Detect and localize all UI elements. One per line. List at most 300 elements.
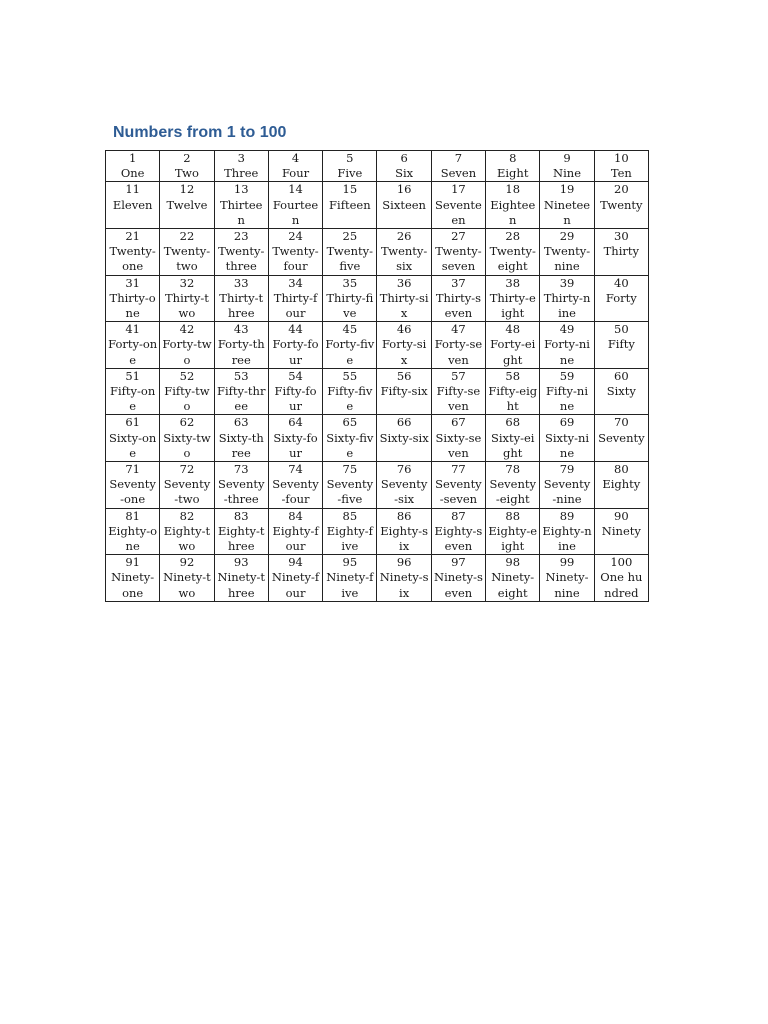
number-digit: 3 — [237, 151, 245, 165]
number-cell — [268, 182, 322, 229]
number-cell — [594, 229, 648, 276]
number-cell — [594, 182, 648, 229]
number-digit: 100 — [610, 555, 633, 570]
number-cell — [377, 508, 431, 555]
number-word: Eighty-seven — [434, 523, 483, 554]
number-word: Eighty-eight — [488, 523, 538, 554]
number-word: Four — [281, 166, 310, 181]
number-cell — [540, 322, 594, 369]
number-digit: 58 — [505, 368, 521, 383]
number-digit: 64 — [288, 415, 303, 430]
number-cell — [486, 322, 540, 369]
number-digit: 59 — [559, 368, 575, 383]
number-cell — [160, 229, 214, 276]
number-digit: 30 — [614, 229, 629, 244]
number-digit: 43 — [233, 322, 249, 337]
number-word: Fifty-six — [380, 384, 428, 399]
number-word: Eighty-two — [163, 523, 211, 554]
number-digit: 90 — [614, 508, 629, 523]
number-cell — [323, 229, 377, 276]
number-cell — [106, 322, 160, 369]
number-cell — [323, 368, 377, 415]
table-row — [106, 182, 649, 229]
number-digit: 36 — [396, 275, 412, 290]
number-digit: 16 — [396, 182, 412, 197]
number-word: Twenty-four — [272, 244, 319, 274]
number-cell — [268, 415, 322, 462]
number-cell — [431, 182, 485, 229]
number-word: Fifteen — [329, 197, 371, 212]
number-word: Sixty-nine — [544, 430, 590, 460]
number-digit: 46 — [396, 322, 412, 337]
number-digit: 31 — [125, 275, 140, 290]
number-word: Fifty-five — [327, 384, 373, 414]
number-digit: 49 — [559, 322, 575, 337]
number-cell — [106, 462, 160, 509]
number-cell — [431, 415, 485, 462]
number-digit: 70 — [614, 415, 629, 430]
number-word: Thirty-five — [326, 290, 374, 321]
number-cell — [594, 322, 648, 369]
number-cell — [377, 322, 431, 369]
number-cell — [214, 229, 268, 276]
number-word: Twenty-six — [380, 244, 428, 274]
number-word: Thirty — [603, 244, 640, 259]
number-digit: 97 — [451, 555, 466, 570]
number-cell — [377, 368, 431, 415]
number-digit: 14 — [288, 182, 303, 197]
number-word: Seventy-seven — [435, 477, 482, 507]
number-digit: 76 — [396, 462, 412, 477]
number-cell — [323, 555, 377, 602]
number-word: Sixty-six — [379, 430, 429, 445]
number-word: Ten — [610, 166, 632, 181]
number-digit: 13 — [233, 182, 249, 197]
number-digit: 79 — [559, 462, 575, 477]
number-digit: 82 — [179, 508, 195, 523]
number-digit: 19 — [559, 182, 575, 197]
number-word: Seventy-eight — [489, 477, 536, 507]
number-digit: 38 — [505, 275, 521, 290]
number-word: Thirty-two — [165, 290, 209, 321]
number-word: Thirty-nine — [543, 290, 591, 321]
number-digit: 54 — [288, 368, 303, 383]
number-digit: 71 — [125, 462, 140, 477]
number-cell — [323, 151, 377, 182]
number-cell — [431, 275, 485, 322]
number-word: Fifty-two — [164, 384, 210, 414]
number-digit: 29 — [559, 229, 575, 244]
number-cell — [214, 462, 268, 509]
number-word: Eighty-four — [272, 523, 319, 554]
number-word: Ninety-nine — [545, 570, 589, 600]
number-cell — [160, 275, 214, 322]
number-word: Thirty-four — [273, 290, 318, 321]
number-word: Ninety-two — [163, 570, 211, 600]
number-digit: 5 — [346, 151, 354, 165]
number-digit: 65 — [342, 415, 358, 430]
number-cell — [431, 462, 485, 509]
number-cell — [160, 508, 214, 555]
number-digit: 28 — [505, 229, 521, 244]
number-word: Sixty-three — [218, 430, 264, 460]
number-word: Thirty-seven — [435, 290, 482, 321]
number-cell — [214, 368, 268, 415]
number-digit: 48 — [505, 322, 521, 337]
number-cell — [540, 182, 594, 229]
number-word: Fifty-seven — [436, 384, 481, 414]
number-cell — [540, 368, 594, 415]
table-row — [106, 368, 649, 415]
number-cell — [540, 462, 594, 509]
number-digit: 7 — [454, 151, 463, 165]
number-cell — [214, 555, 268, 602]
number-digit: 35 — [342, 275, 358, 290]
number-cell — [160, 462, 214, 509]
number-digit: 81 — [125, 508, 140, 523]
number-word: Forty-four — [272, 337, 319, 367]
number-word: One — [120, 166, 145, 181]
number-digit: 20 — [614, 182, 629, 197]
number-digit: 26 — [396, 229, 412, 244]
number-cell — [431, 508, 485, 555]
table-row — [106, 322, 649, 369]
number-cell — [377, 462, 431, 509]
number-word: Fifty-four — [274, 384, 317, 414]
table-row — [106, 508, 649, 555]
table-row — [106, 462, 649, 509]
number-digit: 17 — [451, 182, 466, 197]
number-word: Thirty-three — [219, 290, 264, 321]
number-digit: 67 — [451, 415, 466, 430]
number-digit: 57 — [451, 368, 466, 383]
number-digit: 98 — [505, 555, 521, 570]
number-digit: 60 — [614, 368, 629, 383]
number-digit: 63 — [233, 415, 249, 430]
number-cell — [160, 182, 214, 229]
number-cell — [377, 182, 431, 229]
number-digit: 12 — [179, 182, 195, 197]
number-digit: 92 — [179, 555, 195, 570]
numbers-table — [105, 150, 649, 602]
number-word: Forty-six — [381, 337, 427, 367]
number-word: Seventy-nine — [543, 477, 591, 507]
number-cell — [268, 151, 322, 182]
number-digit: 96 — [396, 555, 412, 570]
number-word: Eighty-nine — [542, 523, 592, 554]
number-cell — [268, 322, 322, 369]
number-cell — [486, 182, 540, 229]
number-cell — [106, 182, 160, 229]
number-word: Thirty-one — [109, 290, 156, 321]
number-word: Fifty-eight — [488, 384, 538, 414]
number-word: Twenty — [600, 197, 643, 212]
number-word: One hundred — [600, 570, 643, 600]
number-word: Ninety-six — [379, 570, 429, 600]
number-digit: 68 — [505, 415, 521, 430]
number-cell — [377, 151, 431, 182]
number-digit: 18 — [505, 182, 521, 197]
number-cell — [377, 555, 431, 602]
number-cell — [214, 275, 268, 322]
number-word: Nineteen — [543, 197, 591, 227]
number-digit: 2 — [183, 151, 191, 165]
number-word: Eighty-five — [326, 523, 373, 554]
number-cell — [214, 182, 268, 229]
number-cell — [214, 151, 268, 182]
number-digit: 89 — [559, 508, 575, 523]
number-word: Forty-three — [217, 337, 265, 367]
page-title: Numbers from 1 to 100 — [113, 124, 287, 141]
number-word: Ninety-one — [111, 570, 155, 600]
number-word: Twenty-one — [109, 244, 156, 274]
number-word: Seventy-five — [326, 477, 374, 507]
number-digit: 86 — [396, 508, 412, 523]
number-cell — [214, 415, 268, 462]
number-word: Seventy-one — [109, 477, 156, 507]
number-cell — [323, 275, 377, 322]
number-word: Two — [174, 166, 199, 181]
number-cell — [540, 229, 594, 276]
number-cell — [431, 151, 485, 182]
number-digit: 72 — [179, 462, 195, 477]
number-word: Twelve — [166, 197, 208, 212]
number-word: Twenty-nine — [543, 244, 591, 274]
number-cell — [486, 368, 540, 415]
number-word: Forty-one — [108, 337, 158, 367]
number-word: Seventeen — [435, 197, 482, 227]
number-cell — [268, 555, 322, 602]
number-digit: 91 — [125, 555, 140, 570]
number-cell — [323, 462, 377, 509]
number-cell — [160, 368, 214, 415]
number-cell — [160, 415, 214, 462]
number-digit: 34 — [288, 275, 303, 290]
number-digit: 40 — [614, 275, 629, 290]
number-digit: 55 — [342, 368, 358, 383]
number-word: Sixty-five — [326, 430, 374, 460]
number-cell — [431, 322, 485, 369]
number-cell — [540, 275, 594, 322]
number-digit: 69 — [559, 415, 575, 430]
number-word: Twenty-seven — [435, 244, 482, 274]
number-word: Sixty-four — [273, 430, 318, 460]
number-cell — [268, 462, 322, 509]
number-word: Sixty-one — [108, 430, 157, 460]
number-word: Ninety-seven — [434, 570, 483, 600]
number-cell — [486, 229, 540, 276]
number-digit: 95 — [342, 555, 358, 570]
number-word: Eighty-one — [108, 523, 158, 554]
number-digit: 47 — [451, 322, 466, 337]
numbers-table-body — [106, 151, 649, 602]
number-word: Fifty-nine — [546, 384, 589, 414]
number-cell — [160, 151, 214, 182]
table-row — [106, 555, 649, 602]
number-cell — [540, 151, 594, 182]
number-cell — [594, 368, 648, 415]
number-word: Forty-five — [325, 337, 375, 367]
number-cell — [106, 415, 160, 462]
number-cell — [214, 322, 268, 369]
number-cell — [486, 555, 540, 602]
number-cell — [268, 508, 322, 555]
number-cell — [106, 275, 160, 322]
number-digit: 41 — [125, 322, 140, 337]
number-digit: 1 — [128, 151, 137, 165]
number-word: Ninety-five — [326, 570, 374, 600]
number-digit: 42 — [179, 322, 195, 337]
number-digit: 21 — [125, 229, 140, 244]
number-cell — [486, 415, 540, 462]
number-digit: 44 — [288, 322, 303, 337]
number-digit: 22 — [179, 229, 195, 244]
number-digit: 66 — [396, 415, 412, 430]
number-digit: 24 — [288, 229, 303, 244]
number-digit: 52 — [179, 368, 195, 383]
number-cell — [268, 229, 322, 276]
number-word: Forty — [605, 290, 637, 305]
number-word: Seventy-three — [217, 477, 265, 507]
number-cell — [268, 368, 322, 415]
number-word: Eighteen — [490, 197, 536, 227]
number-cell — [323, 415, 377, 462]
number-digit: 80 — [614, 462, 629, 477]
table-row — [106, 275, 649, 322]
number-word: Fourteen — [272, 197, 319, 227]
number-digit: 53 — [233, 368, 249, 383]
number-word: Seventy-two — [163, 477, 211, 507]
number-digit: 32 — [179, 275, 195, 290]
number-digit: 88 — [505, 508, 521, 523]
number-cell — [540, 555, 594, 602]
number-cell — [594, 555, 648, 602]
number-cell — [323, 322, 377, 369]
number-digit: 4 — [291, 151, 300, 165]
number-digit: 27 — [451, 229, 466, 244]
number-cell — [486, 151, 540, 182]
number-cell — [540, 415, 594, 462]
number-cell — [594, 275, 648, 322]
number-cell — [268, 275, 322, 322]
number-word: Nine — [553, 166, 581, 181]
number-word: Sixty — [606, 384, 636, 399]
number-cell — [106, 555, 160, 602]
number-cell — [160, 322, 214, 369]
number-digit: 10 — [614, 151, 629, 165]
number-cell — [540, 508, 594, 555]
number-word: Eighty — [602, 477, 641, 492]
number-digit: 83 — [233, 508, 249, 523]
number-cell — [486, 508, 540, 555]
number-word: Eighty-six — [380, 523, 428, 554]
number-digit: 23 — [233, 229, 249, 244]
number-digit: 93 — [233, 555, 249, 570]
table-row — [106, 151, 649, 182]
number-digit: 51 — [125, 368, 140, 383]
number-digit: 56 — [396, 368, 412, 383]
number-word: Forty-eight — [490, 337, 536, 367]
number-digit: 11 — [125, 182, 140, 197]
number-cell — [323, 508, 377, 555]
number-cell — [594, 151, 648, 182]
number-cell — [377, 275, 431, 322]
number-cell — [431, 368, 485, 415]
number-digit: 25 — [342, 229, 358, 244]
number-word: Five — [337, 166, 363, 181]
number-word: Forty-two — [162, 337, 212, 367]
number-cell — [377, 415, 431, 462]
number-word: Twenty-three — [218, 244, 265, 274]
number-digit: 94 — [288, 555, 303, 570]
number-digit: 6 — [400, 151, 408, 165]
number-word: Thirty-eight — [489, 290, 536, 321]
number-cell — [594, 415, 648, 462]
number-word: Seventy-six — [380, 477, 428, 507]
number-digit: 15 — [342, 182, 358, 197]
number-digit: 8 — [509, 151, 517, 165]
number-digit: 85 — [342, 508, 358, 523]
number-word: Seventy — [598, 430, 645, 445]
number-cell — [594, 462, 648, 509]
number-word: Fifty — [607, 337, 635, 352]
number-digit: 99 — [559, 555, 575, 570]
number-cell — [106, 151, 160, 182]
table-row — [106, 415, 649, 462]
number-digit: 62 — [179, 415, 195, 430]
number-word: Twenty-two — [163, 244, 211, 274]
number-word: Twenty-five — [326, 244, 373, 274]
number-word: Sixteen — [382, 197, 426, 212]
number-cell — [486, 462, 540, 509]
number-digit: 78 — [505, 462, 521, 477]
number-word: Sixty-two — [163, 430, 211, 460]
number-cell — [106, 368, 160, 415]
number-word: Ninety — [601, 523, 641, 538]
number-word: Ninety-three — [217, 570, 266, 600]
number-digit: 33 — [233, 275, 249, 290]
number-digit: 75 — [342, 462, 358, 477]
number-digit: 45 — [342, 322, 358, 337]
number-word: Forty-nine — [544, 337, 590, 367]
number-digit: 87 — [451, 508, 466, 523]
number-digit: 50 — [614, 322, 629, 337]
number-cell — [106, 508, 160, 555]
number-word: Thirteen — [219, 197, 263, 227]
number-word: Sixty-seven — [435, 430, 482, 460]
number-cell — [160, 555, 214, 602]
number-cell — [594, 508, 648, 555]
number-cell — [486, 275, 540, 322]
number-digit: 84 — [288, 508, 303, 523]
number-cell — [431, 229, 485, 276]
number-cell — [377, 229, 431, 276]
number-word: Thirty-six — [379, 290, 429, 321]
number-word: Eleven — [112, 197, 153, 212]
number-digit: 73 — [233, 462, 249, 477]
number-word: Seventy-four — [272, 477, 319, 507]
number-word: Three — [224, 166, 259, 181]
table-row — [106, 229, 649, 276]
number-word: Ninety-four — [271, 570, 320, 600]
number-word: Fifty-one — [110, 384, 156, 414]
number-cell — [323, 182, 377, 229]
number-cell — [214, 508, 268, 555]
number-digit: 74 — [288, 462, 303, 477]
number-word: Seven — [440, 166, 477, 181]
number-cell — [106, 229, 160, 276]
number-word: Eight — [496, 166, 529, 181]
